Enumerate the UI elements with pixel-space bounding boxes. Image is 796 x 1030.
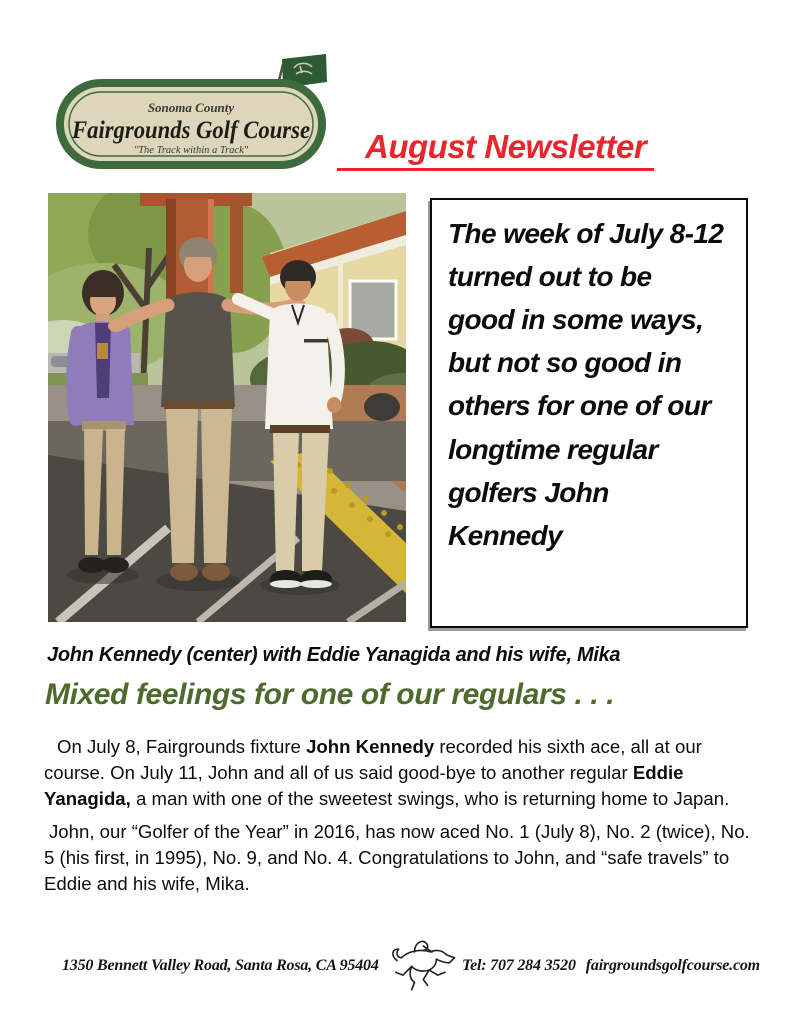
footer-address: 1350 Bennett Valley Road, Santa Rosa, CA 95404 bbox=[62, 957, 379, 974]
racehorse-icon bbox=[384, 928, 464, 1002]
group-photo bbox=[48, 193, 406, 622]
entrance-post bbox=[230, 193, 243, 293]
p1-seg3: a man with one of the sweetest swings, who is returning home to Japan. bbox=[130, 788, 730, 809]
p1-name-eddie: Eddie Yanagida, bbox=[44, 762, 684, 809]
p1-seg1: On July 8, Fairgrounds fixture bbox=[57, 736, 307, 757]
logo-tagline: "The Track within a Track" bbox=[133, 145, 249, 156]
footer-tel: Tel: 707 284 3520 bbox=[462, 957, 576, 974]
article-body bbox=[44, 734, 760, 897]
pull-quote-box bbox=[430, 198, 748, 628]
article-headline: Mixed feelings for one of our regulars . . . bbox=[45, 678, 615, 711]
club-logo bbox=[56, 50, 338, 192]
club-logo-graphic bbox=[56, 50, 338, 192]
newsletter-title: August Newsletter bbox=[337, 128, 654, 171]
logo-name: Fairgrounds Golf Course bbox=[71, 117, 311, 144]
paragraph-1 bbox=[44, 734, 760, 812]
footer-website: fairgroundsgolfcourse.com bbox=[585, 957, 760, 974]
paragraph-2: John, our “Golfer of the Year” in 2016, has now aced No. 1 (July 8), No. 2 (twice), No. 5 (his first, in 1995), No. 9, and No. 4. Congratulations to John, and “safe travels” to Eddie and his wife, Mika. bbox=[44, 821, 750, 894]
planter-pot bbox=[364, 393, 400, 421]
p1-name-john: John Kennedy bbox=[306, 736, 435, 757]
logo-top-line: Sonoma County bbox=[147, 100, 235, 115]
footer-contact bbox=[462, 957, 760, 975]
pull-quote-text: The week of July 8-12 turned out to be good in some ways, but not so good in others for one of our longtime regular golfers John Kennedy bbox=[448, 218, 724, 551]
group-photo-scene bbox=[48, 193, 406, 622]
p1-seg2: recorded his sixth ace, all at our course. On July 11, John and all of us said good-bye to another regular bbox=[44, 736, 702, 783]
photo-caption: John Kennedy (center) with Eddie Yanagida and his wife, Mika bbox=[47, 644, 621, 666]
